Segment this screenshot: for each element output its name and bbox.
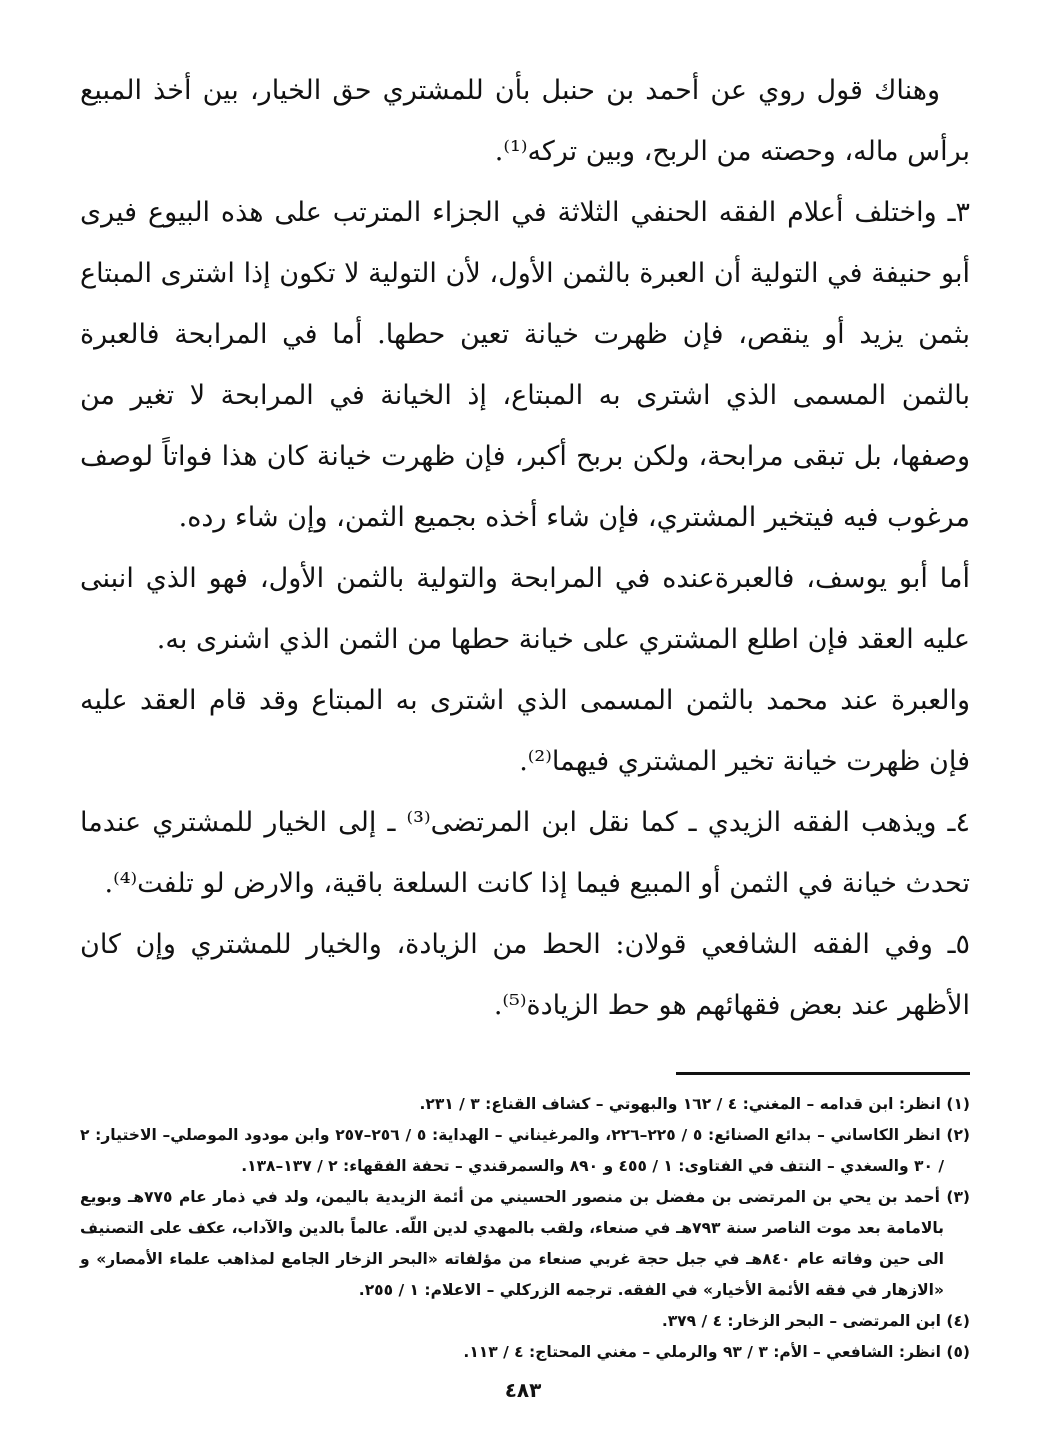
- page-content: [80, 60, 970, 1368]
- footnote-3: (٣) أحمد بن يحي بن المرتضى بن مفضل بن منصور الحسيني من أئمة الزيدية باليمن، ولد في ذمار عام ٧٧٥هـ وبويع بالامامة بعد موت الناصر سنة ٧٩٣هـ في صنعاء، ولقب بالمهدي لدين اللّه. عالماً بالدين والآداب، عكف على التصنيف الى حين وفاته عام ٨٤٠هـ في جبل حجة غربي صنعاء من مؤلفاته «البحر الزخار الجامع لمذاهب علماء الأمصار» و «الازهار في فقه الأئمة الأخيار» في الفقه. ترجمه الزركلي – الاعلام: ١ / ٢٥٥.: [80, 1188, 970, 1299]
- paragraph-ibn-hanbal: وهناك قول روي عن أحمد بن حنبل بأن للمشتري حق الخيار، بين أخذ المبيع برأس ماله، وحصته من الربح، وبين تركه⁽¹⁾.: [80, 75, 970, 167]
- footnote-1: (١) انظر: ابن قدامه – المغني: ٤ / ١٦٢ والبهوتي – كشاف القناع: ٣ / ٢٣١.: [419, 1095, 970, 1113]
- paragraph-abu-yusuf: أما أبو يوسف، فالعبرةعنده في المرابحة والتولية بالثمن الأول، فهو الذي انبنى عليه العقد فإن اطلع المشتري على خيانة حطها من الثمن الذي اشنرى به.: [80, 563, 970, 655]
- footnote-4: (٤) ابن المرتضى – البحر الزخار: ٤ / ٣٧٩.: [661, 1312, 970, 1330]
- footnotes: [80, 1089, 970, 1368]
- paragraph-hanafi: ٣ـ واختلف أعلام الفقه الحنفي الثلاثة في الجزاء المترتب على هذه البيوع فيرى أبو حنيفة في التولية أن العبرة بالثمن الأول، لأن التولية لا تكون إذا اشترى المبتاع بثمن يزيد أو ينقص، فإن ظهرت خيانة تعين حطها. أما في المرابحة فالعبرة بالثمن المسمى الذي اشترى به المبتاع، إذ الخيانة في المرابحة لا تغير من وصفها، بل تبقى مرابحة، ولكن بربح أكبر، فإن ظهرت خيانة كان هذا فواتاً لوصف مرغوب فيه فيتخير المشتري، فإن شاء أخذه بجميع الثمن، وإن شاء رده.: [80, 197, 970, 533]
- paragraph-muhammad: والعبرة عند محمد بالثمن المسمى الذي اشترى به المبتاع وقد قام العقد عليه فإن ظهرت خيانة تخير المشتري فيهما⁽²⁾.: [80, 685, 970, 777]
- paragraph-zaydi: ٤ـ ويذهب الفقه الزيدي ـ كما نقل ابن المرتضى⁽³⁾ ـ إلى الخيار للمشتري عندما تحدث خيانة في الثمن أو المبيع فيما إذا كانت السلعة باقية، والارض لو تلفت⁽⁴⁾.: [80, 807, 970, 899]
- page-number: ٤٨٣: [504, 1378, 542, 1402]
- footnote-divider: [676, 1072, 970, 1075]
- paragraph-shafii: ٥ـ وفي الفقه الشافعي قولان: الحط من الزيادة، والخيار للمشتري وإن كان الأظهر عند بعض فقهائهم هو حط الزيادة⁽⁵⁾.: [80, 929, 970, 1021]
- footnote-2: (٢) انظر الكاساني – بدائع الصنائع: ٥ / ٢٢٥–٢٢٦، والمرغيناني – الهداية: ٥ / ٢٥٦–٢٥٧ وابن مودود الموصلي– الاختيار: ٢ / ٣٠ والسغدي – النتف في الفتاوى: ١ / ٤٥٥ و ٨٩٠ والسمرقندي – تحفة الفقهاء: ٢ / ١٣٧–١٣٨.: [80, 1126, 971, 1175]
- main-text: [80, 60, 970, 1036]
- footnote-5: (٥) انظر: الشافعي – الأم: ٣ / ٩٣ والرملي – مغني المحتاج: ٤ / ١١٣.: [463, 1343, 970, 1361]
